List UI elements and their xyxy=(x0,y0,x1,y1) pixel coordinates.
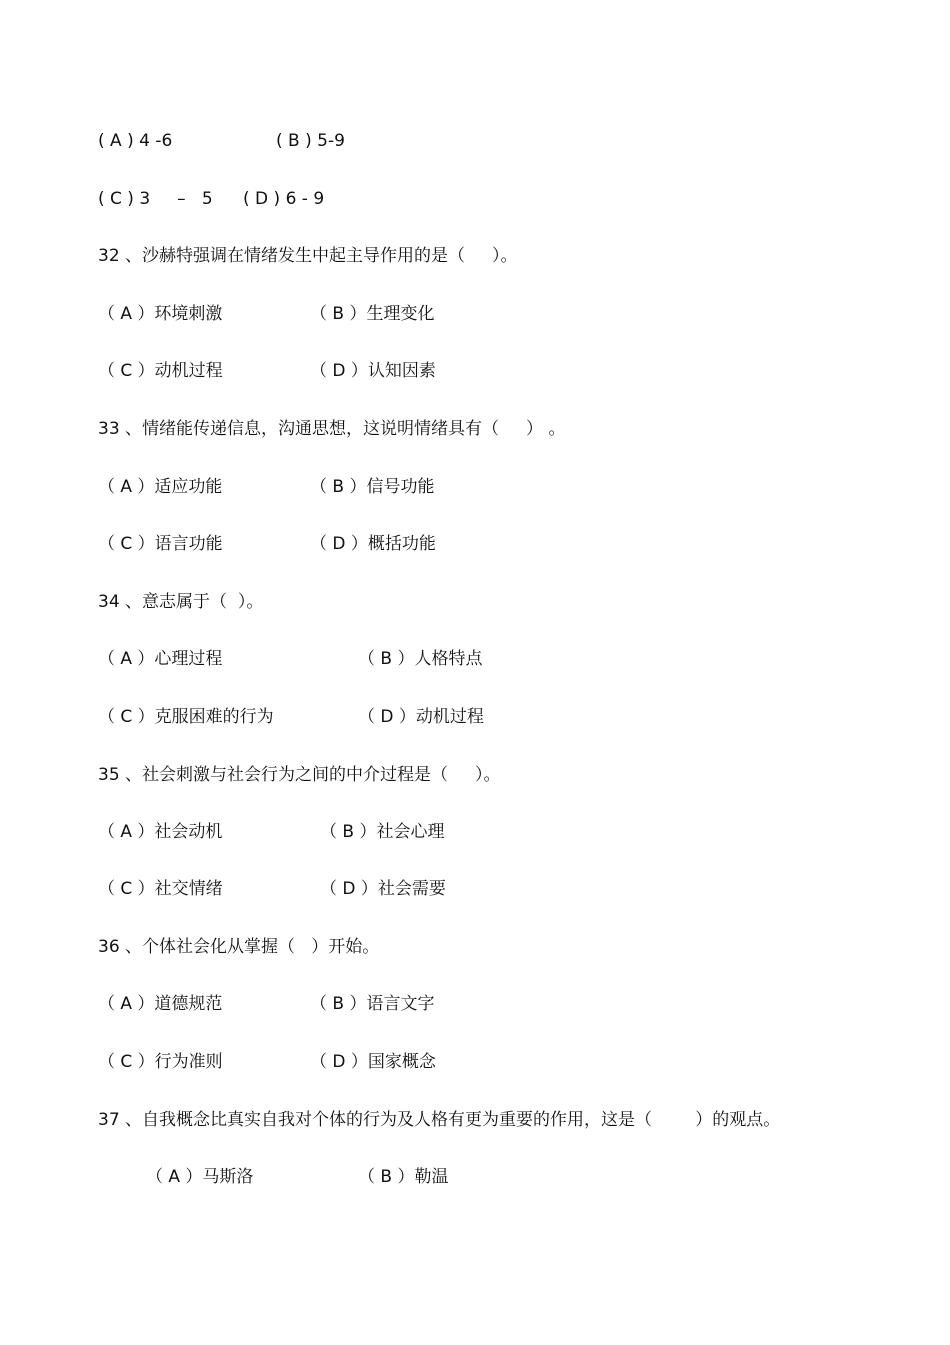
question-33-option-a: （ A ）适应功能 xyxy=(98,477,223,497)
question-36-option-c: （ C ）行为准则 xyxy=(98,1052,223,1072)
question-35-stem: 35 、社会刺激与社会行为之间的中介过程是（ ）。 xyxy=(98,765,501,785)
question-37-stem: 37 、自我概念比真实自我对个体的行为及人格有更为重要的作用，这是（ ）的观点。 xyxy=(98,1110,781,1130)
question-35-option-b: （ B ）社会心理 xyxy=(320,822,445,842)
option-a: ( A ) 4 -6 xyxy=(98,131,173,151)
question-34-option-d: （ D ）动机过程 xyxy=(358,707,484,727)
question-34-option-a: （ A ）心理过程 xyxy=(98,649,223,669)
question-34-option-c: （ C ）克服困难的行为 xyxy=(98,707,274,727)
question-35-option-d: （ D ）社会需要 xyxy=(320,879,446,899)
question-33-option-b: （ B ）信号功能 xyxy=(310,477,435,497)
option-d: ( D ) 6 - 9 xyxy=(243,189,325,209)
option-c: ( C ) 3 – 5 xyxy=(98,189,213,209)
question-37-option-b: （ B ）勒温 xyxy=(358,1167,449,1187)
question-32-stem: 32 、沙赫特强调在情绪发生中起主导作用的是（ ）。 xyxy=(98,246,518,266)
question-36-option-a: （ A ）道德规范 xyxy=(98,994,223,1014)
question-32-option-d: （ D ）认知因素 xyxy=(310,361,436,381)
question-33-option-c: （ C ）语言功能 xyxy=(98,534,223,554)
option-b: ( B ) 5-9 xyxy=(276,131,345,151)
question-32-option-a: （ A ）环境刺激 xyxy=(98,304,223,324)
question-34-option-b: （ B ）人格特点 xyxy=(358,649,483,669)
question-33-option-d: （ D ）概括功能 xyxy=(310,534,436,554)
question-34-stem: 34 、意志属于（ ）。 xyxy=(98,592,264,612)
question-32-option-c: （ C ）动机过程 xyxy=(98,361,223,381)
question-36-stem: 36 、个体社会化从掌握（ ）开始。 xyxy=(98,937,380,957)
question-36-option-b: （ B ）语言文字 xyxy=(310,994,435,1014)
question-37-option-a: （ A ）马斯洛 xyxy=(146,1167,254,1187)
question-33-stem: 33 、情绪能传递信息，沟通思想，这说明情绪具有（ ） 。 xyxy=(98,419,566,439)
question-35-option-c: （ C ）社交情绪 xyxy=(98,879,223,899)
question-36-option-d: （ D ）国家概念 xyxy=(310,1052,436,1072)
question-35-option-a: （ A ）社会动机 xyxy=(98,822,223,842)
question-32-option-b: （ B ）生理变化 xyxy=(310,304,435,324)
